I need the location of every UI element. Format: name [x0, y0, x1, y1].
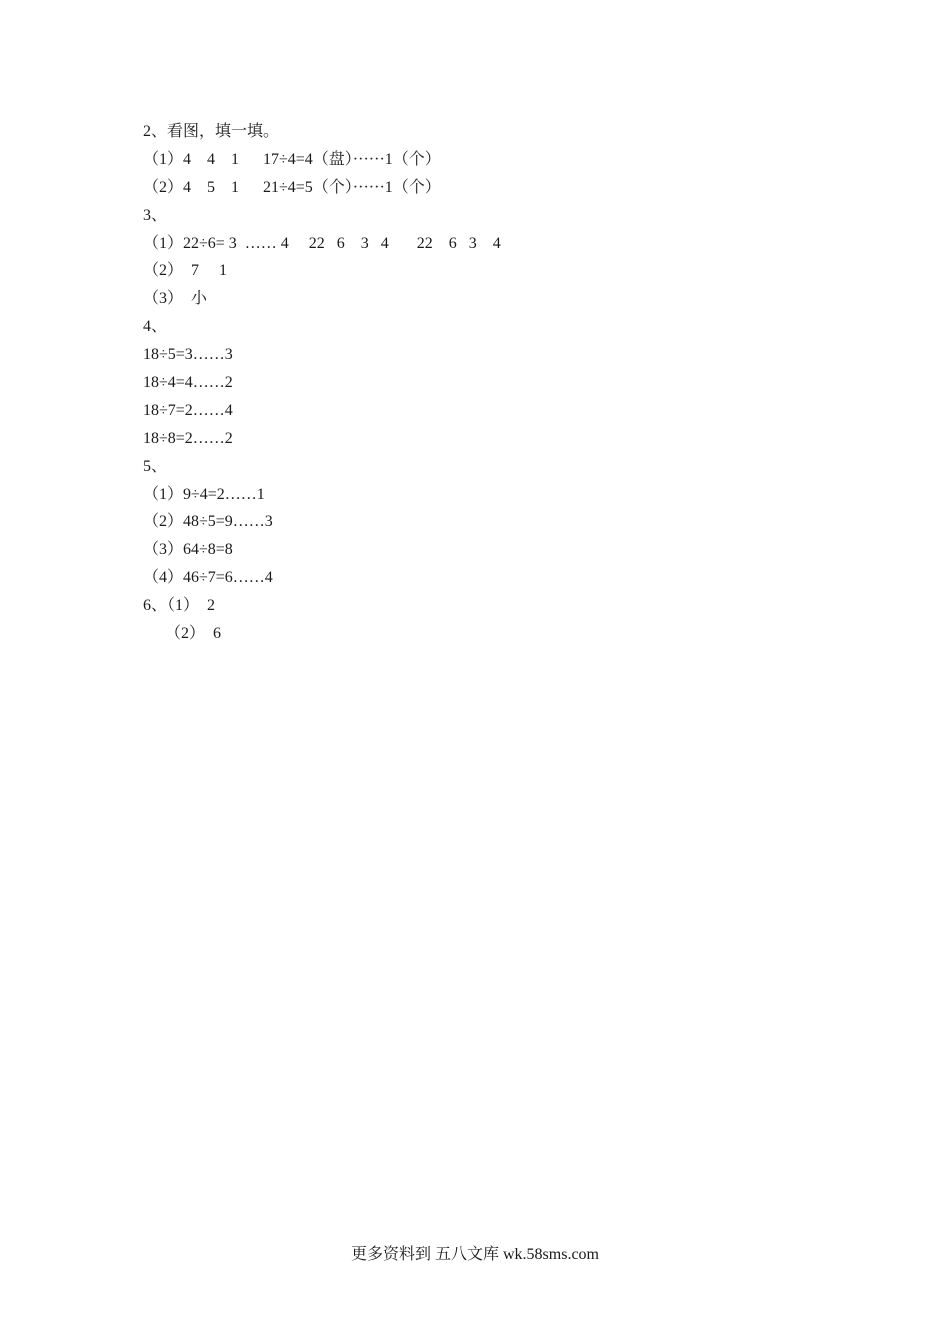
- section-4-item-3: 18÷7=2……4: [143, 401, 233, 419]
- section-4-item-2: 18÷4=4……2: [143, 374, 233, 392]
- section-3-item-2: （2） 7 1: [143, 262, 228, 280]
- section-3-item-3: （3） 小: [143, 290, 208, 308]
- section-2-item-2: （2）4 5 1 21÷4=5（个）······1（个）: [143, 178, 441, 196]
- section-5-item-1: （1）9÷4=2……1: [143, 485, 265, 503]
- footer-text: 更多资料到 五八文库 wk.58sms.com: [350, 1246, 599, 1263]
- section-2-item-1: （1）4 4 1 17÷4=4（盘）······1（个）: [143, 150, 441, 168]
- section-5-item-4: （4）46÷7=6……4: [143, 569, 273, 587]
- section-2-heading: 2、看图，填一填。: [143, 123, 280, 140]
- section-3-heading: 3、: [143, 206, 168, 224]
- section-4-item-1: 18÷5=3……3: [143, 346, 233, 364]
- section-5-item-2: （2）48÷5=9……3: [143, 513, 273, 531]
- answer-content: [143, 118, 843, 648]
- section-4-heading: 4、: [143, 318, 168, 336]
- section-5-item-3: （3）64÷8=8: [143, 541, 233, 559]
- section-6-item-2: （2） 6: [165, 625, 222, 643]
- section-6-item-1: 6、（1） 2: [143, 597, 216, 615]
- section-4-item-4: 18÷8=2……2: [143, 429, 233, 447]
- section-5-heading: 5、: [143, 457, 168, 475]
- section-3-item-1: （1）22÷6= 3 …… 4 22 6 3 4 22 6 3 4: [143, 234, 501, 252]
